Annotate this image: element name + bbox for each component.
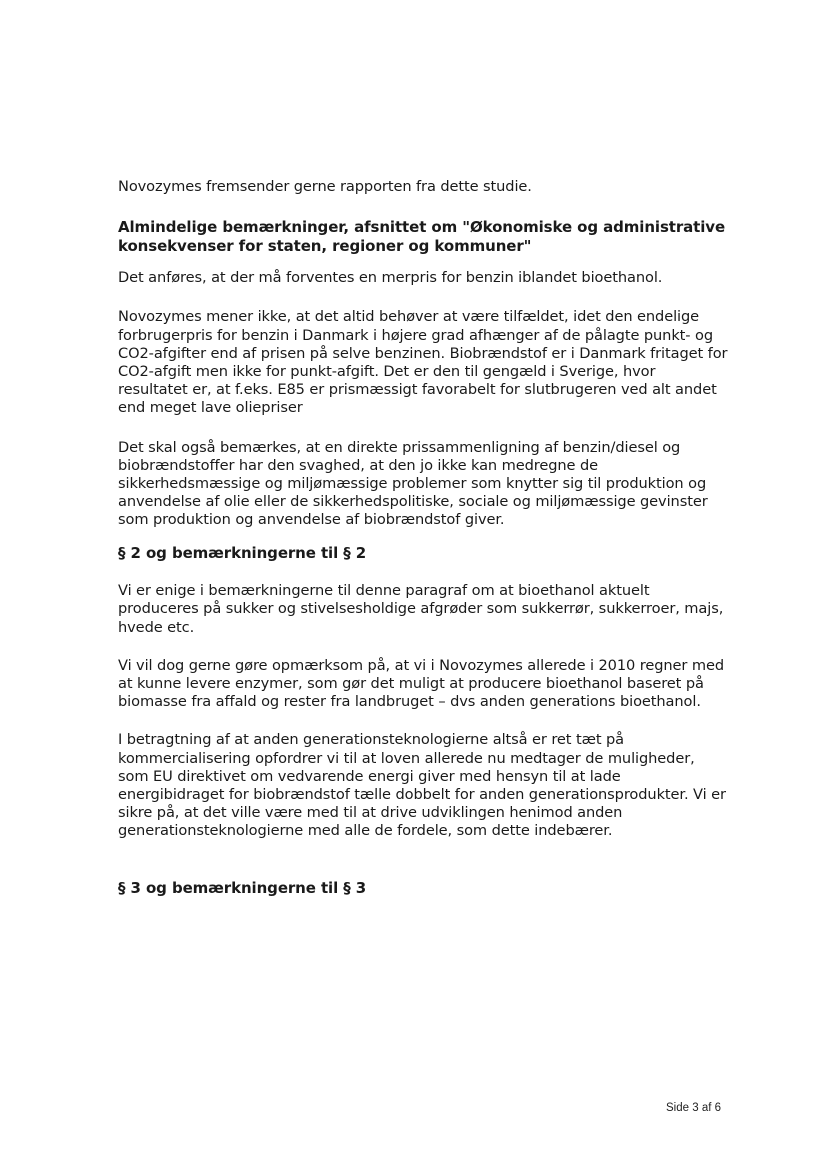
heading-section-2: § 2 og bemærkningerne til § 2 xyxy=(118,543,367,562)
intro-paragraph: Novozymes fremsender gerne rapporten fra dette studie. xyxy=(118,178,532,195)
paragraph-cost: Det anføres, at der må forventes en merpris for benzin iblandet bioethanol. xyxy=(118,269,663,287)
paragraph-price: Novozymes mener ikke, at det altid behøver at være tilfældet, idet den endelige forbrugerpris for benzin i Danmark i højere grad afhænger af de pålagte punkt- og CO2-afgifter end af prisen på selve benzinen. Biobrændstof er i Danmark fritaget for CO2-afgift men ikke for punkt-afgift. Det er den til gengæld i Sverige, hvor resultatet er, at f.eks. E85 er prismæssigt favorabelt for slutbrugeren ved alt andet end meget lave oliepriser xyxy=(118,308,728,417)
heading-section-3: § 3 og bemærkningerne til § 3 xyxy=(118,878,367,897)
page-number: Side 3 af 6 xyxy=(666,1102,721,1114)
paragraph-comparison: Det skal også bemærkes, at en direkte prissammenligning af benzin/diesel og biobrændstoffer har den svaghed, at den jo ikke kan medregne de sikkerhedsmæssige og miljømæssige problemer som knytter sig til produktion og anvendelse af olie eller de sikkerhedspolitiske, sociale og miljømæssige gevinster som produktion og anvendelse af biobrændstof giver. xyxy=(118,438,708,529)
document-body xyxy=(118,178,728,897)
heading-general-remarks: Almindelige bemærkninger, afsnittet om "Økonomiske og administrative konsekvenser for staten, regioner og kommuner" xyxy=(118,218,726,255)
paragraph-s2-enzymes: Vi vil dog gerne gøre opmærksom på, at vi i Novozymes allerede i 2010 regner med at kunne levere enzymer, som gør det muligt at producere bioethanol baseret på biomasse fra affald og rester fra landbruget – dvs anden generations bioethanol. xyxy=(118,656,724,711)
paragraph-s2-agree: Vi er enige i bemærkningerne til denne paragraf om at bioethanol aktuelt produceres på sukker og stivelsesholdige afgrøder som sukkerrør, sukkerroer, majs, hvede etc. xyxy=(118,582,724,636)
paragraph-s2-commercial: I betragtning af at anden generationsteknologierne altså er ret tæt på kommercialisering opfordrer vi til at loven allerede nu medtager de muligheder, som EU direktivet om vedvarende energi giver med hensyn til at lade energibidraget for biobrændstof tælle dobbelt for anden generationsprodukter. Vi er sikre på, at det ville være med til at drive udviklingen henimod anden generationsteknologierne med alle de fordele, som dette indebærer. xyxy=(118,731,726,840)
